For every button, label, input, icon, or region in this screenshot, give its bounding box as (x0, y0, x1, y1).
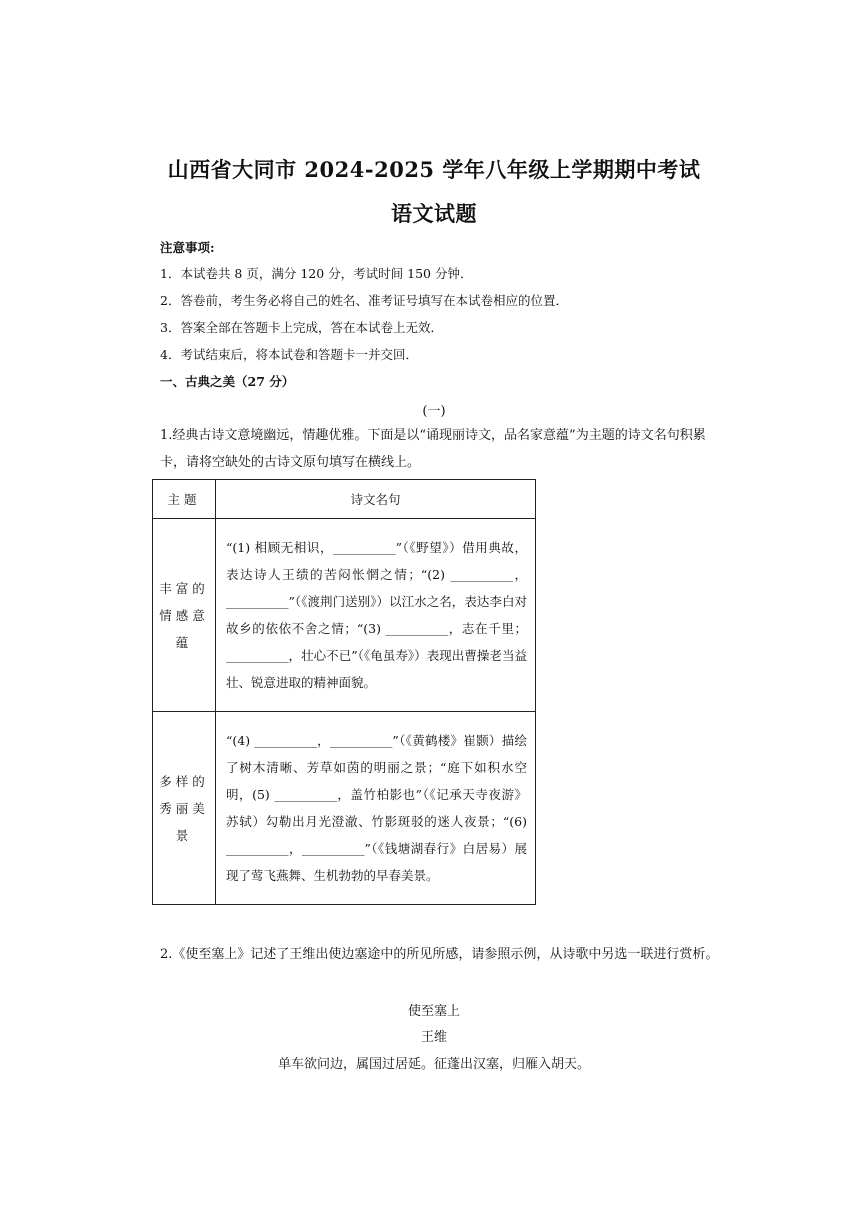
header-lines: 诗文名句 (216, 480, 536, 519)
notice-item: 3．答案全部在答题卡上完成，答在本试卷上无效． (160, 320, 443, 335)
row-topic: 多样的秀丽美景 (153, 712, 216, 905)
table-row (153, 519, 536, 712)
table-row (153, 712, 536, 905)
notice-item: 2．答卷前，考生务必将自己的姓名、准考证号填写在本试卷相应的位置． (160, 293, 568, 308)
poem-table (152, 479, 536, 905)
notice-heading: 注意事项: (160, 240, 215, 255)
table-header-row (153, 480, 536, 519)
row-topic: 丰富的情感意蕴 (153, 519, 216, 712)
poem-title: 使至塞上 (407, 1004, 460, 1019)
notice-item: 4．考试结束后，将本试卷和答题卡一并交回． (160, 347, 418, 362)
row-content: “(1) 相顾无相识，__________”（《野望》）借用典故，表达诗人王绩的苦闷怅惘之情；“(2) __________，__________”（《渡荆门送别》）以江水之名，表达李白对故乡的依依不舍之情；“(3) __________，志在千里；__________，壮心不已”（《龟虽寿》）表现出曹操老当益壮、锐意进取的精神面貌。 (216, 519, 536, 712)
notice-item: 1．本试卷共 8 页，满分 120 分，考试时间 150 分钟． (160, 266, 473, 281)
question-2-prompt: 2.《使至塞上》记述了王维出使边塞途中的所见所感，请参照示例，从诗歌中另选一联进行赏析。 (160, 947, 719, 962)
poem-line: 单车欲问边，属国过居延。征蓬出汉塞，归雁入胡天。 (277, 1057, 590, 1072)
row-content: “(4) __________，__________”（《黄鹤楼》崔颢）描绘了树木清晰、芳草如茵的明丽之景；“庭下如积水空明，(5) __________，盖竹柏影也”（《记承天寺夜游》苏轼）勾勒出月光澄澈、竹影斑驳的迷人夜景；“(6) __________，__________”（《钱塘湖春行》白居易）展现了莺飞燕舞、生机勃勃的早春美景。 (216, 712, 536, 905)
poem-author: 王维 (420, 1030, 447, 1045)
exam-subtitle: 语文试题 (391, 201, 477, 226)
header-topic: 主题 (153, 480, 216, 519)
section-heading: 一、古典之美（27 分） (160, 374, 295, 389)
subsection-label: (一) (422, 404, 446, 419)
question-1-prompt: 1.经典古诗文意境幽远，情趣优雅。下面是以“诵现丽诗文，品名家意蕴”为主题的诗文名句积累卡，请将空缺处的古诗文原句填写在横线上。 (160, 428, 706, 470)
exam-title: 山西省大同市 2024-2025 学年八年级上学期期中考试 (167, 157, 701, 182)
